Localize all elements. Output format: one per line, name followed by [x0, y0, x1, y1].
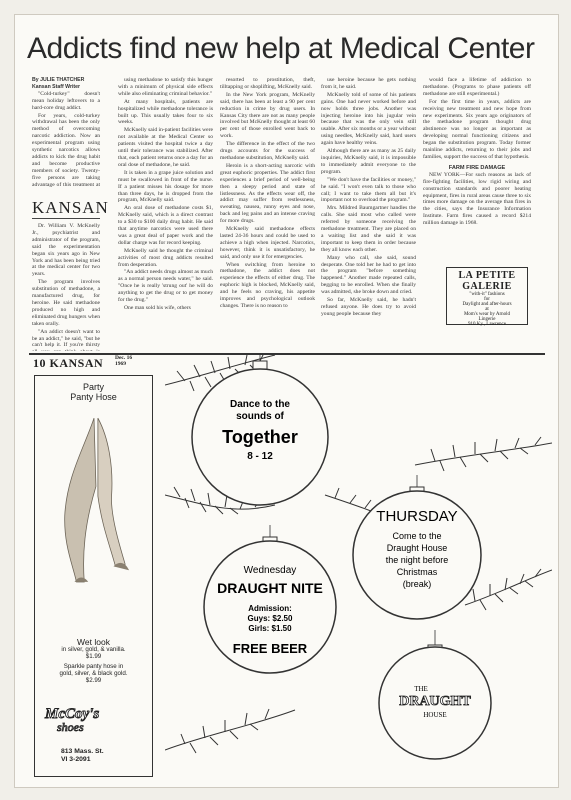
- mccoys-shoes-logo: [43, 702, 103, 736]
- paragraph: use heroine because he gets nothing from it, he said.: [321, 77, 416, 90]
- paragraph: using methadone to satisfy this hunger with a minimum of physical side effects while also eliminating criminal behavior.": [118, 77, 213, 97]
- paragraph: "An addict needs drugs almost as much as a normal person needs water," he said. "Once he is really 'strung out' he will do anything to get the drug or to get money for the drug.": [118, 269, 213, 304]
- article-column-3: [220, 77, 315, 351]
- page-number: 10: [33, 356, 46, 370]
- paragraph: An oral dose of methadone costs $1, McKnelly said, which is a direct contrast to a $30 to $100 daily drug habit. He said that anytime narcotics were used there was a great deal of paper work and the dollar charge was for record keeping.: [118, 205, 213, 246]
- ad-line: "with-it" fashions: [469, 292, 505, 297]
- article-column-1: [32, 77, 100, 189]
- byline-role: Kansan Staff Writer: [32, 83, 81, 90]
- ad-line: at: [485, 307, 489, 312]
- paragraph: So far, McKnelly said, he hadn't refused anyone. He does try to avoid young people because they: [321, 297, 416, 317]
- paragraph: The difference in the effect of the two drugs accounts for the success of methadone substitution, McKnelly said.: [220, 141, 315, 161]
- product-colors: in silver, gold, & vanilla.: [61, 646, 126, 653]
- paragraph: resorted to prostitution, theft, tilltapping or shoplifting, McKnelly said.: [220, 77, 315, 90]
- phone: VI 3-2091: [61, 756, 91, 763]
- logo-sub: shoes: [57, 720, 84, 734]
- ad-heading-line-2: Panty Hose: [70, 392, 117, 402]
- paper-name: KANSAN: [49, 356, 104, 370]
- ornament-logo: [379, 645, 491, 759]
- article-column-4: [321, 77, 416, 351]
- orn2-line4: Christmas: [396, 567, 438, 577]
- paragraph: When switching from heroine to methadone, the addict does not experience the effects of either drug. The euphoric high is blocked, McKnelly said, and he feels no craving, his appetite improves and psychological outlook changes. There is no reason to: [220, 261, 315, 309]
- ornament-together: [192, 361, 328, 505]
- street: 813 Mass. St.: [61, 748, 104, 755]
- orn2-line2: Draught House: [386, 543, 448, 553]
- paragraph: NEW YORK—For such reasons as lack of fire-fighting facilities, low rigid wiring and construction standards and poorer heating equipment, fires in rural areas cause three to six times more damage on the average than fires in the cities, says the Insurance Information Institute. Farm fires caused a record $214 million damage in 1968.: [423, 171, 531, 227]
- logo-draught: DRAUGHT: [399, 694, 471, 709]
- ad-line: Mom's wear by Arnold: [463, 312, 511, 317]
- page-date: [115, 355, 132, 367]
- ad-line: Lingerie: [478, 317, 496, 322]
- date: Dec. 16: [115, 355, 133, 361]
- orn1-line2: sounds of: [236, 411, 284, 422]
- article-column-1b: [32, 223, 100, 351]
- orn2-line3: the night before: [385, 555, 449, 565]
- newspaper-page: [14, 14, 559, 788]
- paragraph: At many hospitals, patients are hospitalized while methadone tolerance is built up. This usually takes four to six weeks.: [118, 98, 213, 126]
- orn2-day: THURSDAY: [376, 508, 458, 525]
- paragraph: McKnelly said in-patient facilities were not available at the Medical Center so patients visited the hospital twice a day until their tolerance was stabilized. After that, each patient returns once a day for an oral dose of methadone, he said.: [118, 127, 213, 168]
- paragraph: Although there are as many as 25 daily inquiries, McKnelly said, it is impossible to immediately admit everyone to the program.: [321, 148, 416, 175]
- orn3-beer: FREE BEER: [232, 641, 308, 656]
- product-info: [35, 638, 152, 684]
- paragraph: "Cold-turkey" doesn't mean holiday leftovers to a hard-core drug addict.: [32, 90, 100, 111]
- orn2-line1: Come to the: [392, 531, 442, 541]
- farm-fire-headline: FARM FIRE DAMAGE: [448, 164, 506, 171]
- paragraph: For years, cold-turkey withdrawal has been the only method of overcoming narcotic addiction. Now an experimental program using synthetic narcotics allows addicts to kick the drug habit and become productive members of society. Twenty-five persons are taking advantage of this treatment at: [32, 112, 100, 188]
- ad-line: Daylight and after-hours: [462, 302, 512, 307]
- store-address: [61, 748, 104, 764]
- logo-house: HOUSE: [423, 711, 447, 719]
- paragraph: The program involves substitution of methadone, a manufactured drug, for heroine. He said methadone produced no high and eliminated drug hungers when taken orally.: [32, 279, 100, 327]
- paragraph: "We don't have the facilities or money," he said. "I won't even talk to those who call; I want to take them all but it's important not to overload the program.": [321, 176, 416, 204]
- paragraph: Mrs. Mildred Baumgartner handles the calls. She said most who called were referred by someone receiving the methadone treatment. They are placed on a waiting list and she said it was important to keep them in order because they all know each other.: [321, 205, 416, 253]
- orn3-day: Wednesday: [243, 565, 297, 576]
- article-headline: Addicts find new help at Medical Center: [27, 32, 535, 65]
- kansan-logo: KANSAN: [32, 198, 109, 217]
- paragraph: McKnelly said he thought the criminal activities of most drug addicts resulted from desperation.: [118, 247, 213, 268]
- ornament-thursday: [353, 487, 481, 619]
- paragraph: Dr. William V. McKnelly Jr., psychiatrist and administrator of the program, said the experimentation began six years ago in New York and has been being tried at the medical center for two years.: [32, 223, 100, 278]
- draught-house-ad: [165, 355, 552, 785]
- band-time: 8 - 12: [247, 451, 273, 462]
- product-2-name: Sparkle panty hose in: [63, 663, 124, 670]
- logo-the: THE: [414, 685, 428, 693]
- la-petite-galerie-ad: [446, 267, 528, 325]
- product-name: Wet look: [77, 637, 110, 647]
- page-number-label: [33, 356, 103, 371]
- paragraph: It is taken in a grape juice solution and must be swallowed in front of the nurse. If a patient misses his dosage for more than three days, he is dropped from the program, McKnelly said.: [118, 169, 213, 204]
- orn1-line1: Dance to the: [229, 399, 291, 410]
- paragraph: Heroin is a short-acting narcotic with great euphoric properties. The addict first experiences a brief period of well-being then a sleepy period and state of listlessness. As the effects wear off, the addict may suffer from restlessness, sweating, nausea, runny eyes and nose, back and leg pains and an intense craving for more drugs.: [220, 162, 315, 225]
- logo-text: McCoy's: [45, 706, 100, 722]
- panty-hose-ad: [34, 375, 153, 777]
- ad-heading: [35, 382, 152, 402]
- product-2-price: $2.99: [85, 677, 102, 684]
- orn2-line5: (break): [402, 579, 432, 589]
- paragraph: "An addict doesn't want to be an addict," he said, "but he can't help it. If you're thirsty: [32, 328, 100, 349]
- ad-title: LA PETITE GALERIE: [458, 270, 516, 292]
- product-price: $1.99: [85, 653, 102, 660]
- byline: By JULIE THATCHER: [32, 77, 85, 83]
- paragraph: One man sold his wife, others: [124, 305, 191, 311]
- article-column-5: [423, 77, 531, 263]
- ad-heading-line-1: Party: [82, 382, 104, 392]
- product-2-colors: gold, silver, & black gold.: [59, 670, 128, 677]
- ad-line: for: [484, 297, 490, 302]
- paragraph: In the New York program, McKnelly said, there has been at least a 90 per cent reduction in crime by drug users. In Kansas City there are not as many people involved but McKnelly thought at least 60 per cent of those enrolled went back to work.: [220, 91, 315, 140]
- paragraph: McKnelly told of some of his patients gains. One had never worked before and now holds three jobs. Another was injecting heroine into his jugular vein because that was the only vein still usable. After six months or a year without using needles, McKnelly said, hard users again have healthy veins.: [321, 91, 416, 147]
- ornament-wednesday: [204, 537, 336, 673]
- orn3-girls: Girls: $1.50: [248, 624, 292, 633]
- article-column-2: [118, 77, 213, 351]
- band-name: Together: [222, 427, 298, 447]
- orn3-adm: Admission:: [248, 604, 292, 613]
- legs-illustration: [55, 416, 133, 586]
- paragraph: would face a lifetime of addiction to methadone. (Programs to phase patients off methadone are still experimental.): [423, 77, 531, 97]
- orn3-event: DRAUGHT NITE: [217, 580, 323, 596]
- ad-line: 910 Ky., Lawrence: [468, 322, 506, 327]
- orn3-guys: Guys: $2.50: [247, 614, 293, 623]
- year: 1969: [115, 361, 126, 367]
- paragraph: For the first time in years, addicts are receiving new treatment and new hope from new experiments. Six years ago originators of the methadone program thought drug abstinence was no longer as important as developing normal functioning citizens and began the substitution program. Today former mainline addicts, returning to their jobs and families, support the success of that hypothesis.: [423, 98, 531, 160]
- paragraph: Many who call, she said, sound desperate. One told her he had to get into the program "before something happened." Another made repeated calls, begging to be enrolled. When she finally was admitted, she broke down and cried.: [321, 254, 416, 296]
- paragraph: McKnelly said methadone effects lasted 24-36 hours and could be used to achieve a high when injected. Narcotics, however, think it is unsatisfactory, he said, and only use it for emergencies.: [220, 226, 315, 260]
